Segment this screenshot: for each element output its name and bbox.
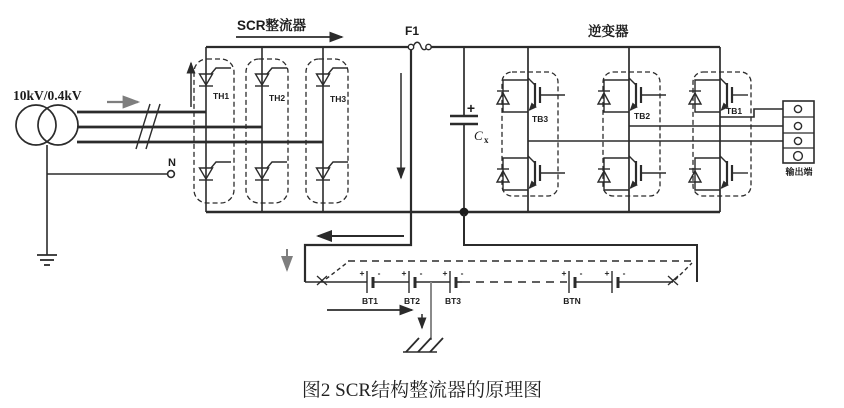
scr-section-label: SCR整流器 <box>237 18 307 33</box>
svg-text:+: + <box>359 268 365 278</box>
battery-label-bt1: BT1 <box>361 296 379 306</box>
svg-text:+: + <box>442 268 448 278</box>
thyristor-label-1: TH1 <box>213 91 230 101</box>
svg-text:-: - <box>377 268 381 278</box>
thyristor-label-3: TH3 <box>330 94 347 104</box>
svg-text:+: + <box>604 268 610 278</box>
igbt-module-label-tb1: TB1 <box>726 106 743 116</box>
fuse-label: F1 <box>405 24 420 38</box>
svg-text:+: + <box>561 268 567 278</box>
battery-label-bt2: BT2 <box>403 296 421 306</box>
source-voltage-label: 10kV/0.4kV <box>13 88 82 103</box>
inverter-section-label: 逆变器 <box>588 24 629 39</box>
battery-label-btn: BTN <box>563 296 581 306</box>
svg-text:+: + <box>401 268 407 278</box>
capacitor-symbol: C <box>474 128 483 143</box>
battery-label-bt3: BT3 <box>444 296 462 306</box>
output-terminal-3 <box>794 137 801 144</box>
svg-text:-: - <box>419 268 423 278</box>
output-terminal-1 <box>794 105 801 112</box>
figure-caption: 图2 SCR结构整流器的原理图 <box>301 380 543 401</box>
output-terminal-2 <box>794 122 801 129</box>
neutral-terminal <box>168 171 175 178</box>
output-terminal-block <box>783 101 814 163</box>
output-terminal-4 <box>794 152 803 161</box>
svg-text:-: - <box>622 268 626 278</box>
output-terminal-label: 输出端 <box>785 167 813 177</box>
thyristor-label-2: TH2 <box>269 93 286 103</box>
capacitor-plus-sign: + <box>466 100 476 116</box>
capacitor-subscript: x <box>484 135 489 145</box>
igbt-module-label-tb3: TB3 <box>532 114 549 124</box>
neutral-label: N <box>168 157 176 169</box>
svg-text:-: - <box>460 268 464 278</box>
igbt-module-label-tb2: TB2 <box>634 111 651 121</box>
svg-text:-: - <box>579 268 583 278</box>
